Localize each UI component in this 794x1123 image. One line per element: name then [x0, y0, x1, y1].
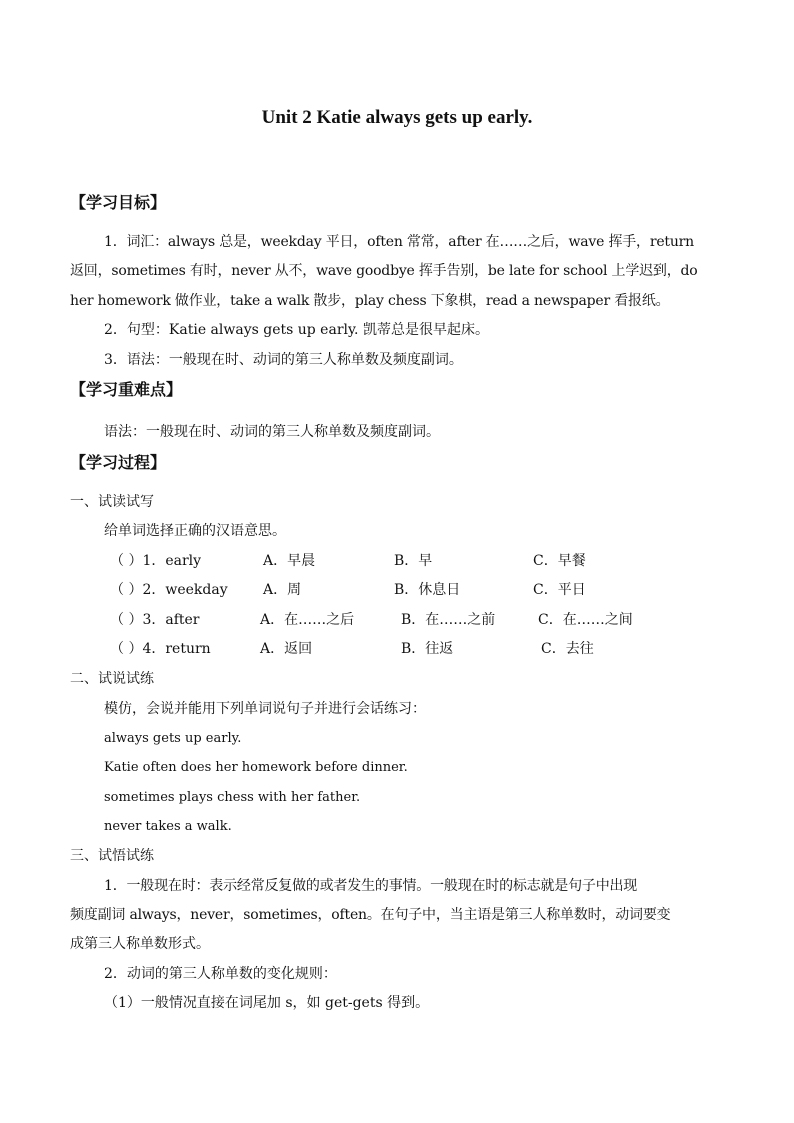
part2-instruction: 模仿，会说并能用下列单词说句子并进行会话练习： — [104, 701, 426, 717]
question-3-option-c: C．在……之间 — [538, 612, 633, 628]
section-heading-key-points: 【学习重难点】 — [70, 380, 183, 399]
practice-sentence-4: never takes a walk. — [104, 819, 232, 834]
question-2-option-b: B．休息日 — [394, 582, 461, 598]
part3-para1-line3: 成第三人称单数形式。 — [70, 936, 210, 952]
question-3-stem: （ ）3．after — [110, 612, 200, 628]
question-4-option-c: C．去往 — [541, 641, 594, 657]
section-heading-goals: 【学习目标】 — [70, 193, 167, 212]
vocab-line-2: 返回，sometimes 有时，never 从不，wave goodbye 挥手告别，be late for school 上学迟到，do — [70, 263, 698, 279]
question-1-option-b: B．早 — [394, 553, 433, 569]
question-2-stem: （ ）2．weekday — [110, 582, 228, 598]
question-4-option-a: A．返回 — [260, 641, 313, 657]
part3-para1-line2: 频度副词 always，never，sometimes，often。在句子中，当主语是第三人称单数时，动词要变 — [70, 907, 671, 923]
vocab-line-3: her homework 做作业，take a walk 散步，play chess 下象棋，read a newspaper 看报纸。 — [70, 293, 670, 309]
question-3-option-a: A．在……之后 — [260, 612, 355, 628]
question-2-option-a: A．周 — [263, 582, 302, 598]
question-1-option-a: A．早晨 — [263, 553, 316, 569]
question-1-stem: （ ）1．early — [110, 553, 202, 569]
grammar-line: 3．语法：一般现在时、动词的第三人称单数及频度副词。 — [104, 352, 463, 368]
part3-para1-line1: 1．一般现在时：表示经常反复做的或者发生的事情。一般现在时的标志就是句子中出现 — [104, 878, 638, 894]
key-points-text: 语法：一般现在时、动词的第三人称单数及频度副词。 — [104, 424, 440, 440]
question-3-option-b: B．在……之前 — [401, 612, 496, 628]
part1-instruction: 给单词选择正确的汉语意思。 — [104, 523, 286, 539]
document-title: Unit 2 Katie always gets up early. — [261, 107, 533, 128]
part1-heading: 一、试读试写 — [70, 494, 154, 510]
question-4-stem: （ ）4．return — [110, 641, 211, 657]
part3-para2: 2．动词的第三人称单数的变化规则： — [104, 966, 337, 982]
section-heading-process: 【学习过程】 — [70, 453, 167, 472]
part3-para3: （1）一般情况直接在词尾加 s，如 get-gets 得到。 — [104, 995, 430, 1011]
part2-heading: 二、试说试练 — [70, 671, 154, 687]
sentence-pattern-line: 2．句型：Katie always gets up early. 凯蒂总是很早起床。 — [104, 322, 489, 338]
question-4-option-b: B．往返 — [401, 641, 454, 657]
practice-sentence-3: sometimes plays chess with her father. — [104, 790, 361, 805]
vocab-line-1: 1．词汇：always 总是，weekday 平日，often 常常，after 在……之后，wave 挥手，return — [104, 234, 694, 250]
part3-heading: 三、试悟试练 — [70, 848, 154, 864]
practice-sentence-2: Katie often does her homework before dinner. — [104, 760, 408, 775]
question-2-option-c: C．平日 — [533, 582, 586, 598]
question-1-option-c: C．早餐 — [533, 553, 586, 569]
practice-sentence-1: always gets up early. — [104, 731, 242, 746]
